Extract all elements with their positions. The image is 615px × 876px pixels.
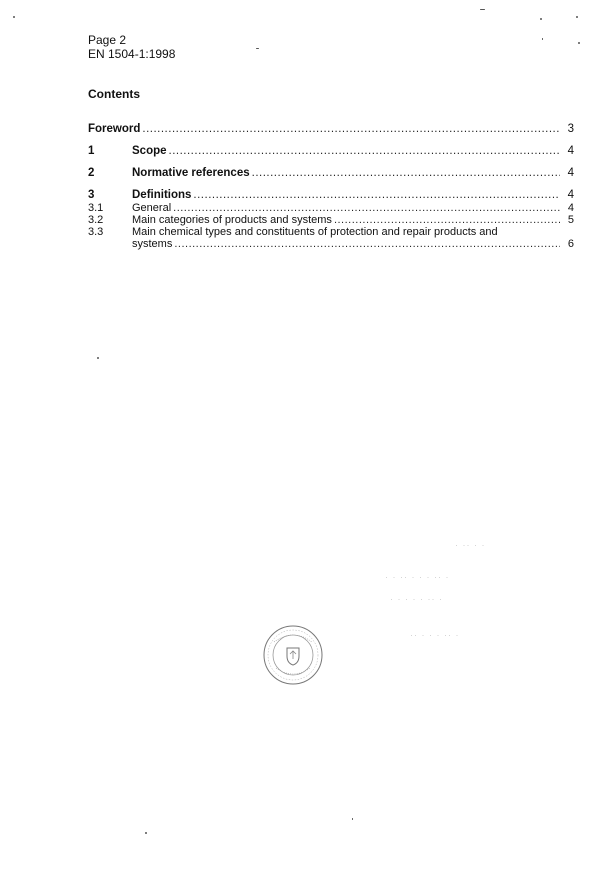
scan-speck: [576, 16, 578, 18]
toc-entry-general[interactable]: [88, 202, 574, 214]
faint-bleedthrough: · · ·· · · · ·· ·: [385, 572, 450, 582]
toc-number: 3: [88, 189, 95, 201]
table-of-contents: [88, 122, 574, 250]
toc-label: Normative references: [132, 167, 250, 179]
toc-label: Scope: [132, 145, 167, 157]
dot-leader: [142, 122, 560, 136]
scan-speck: [256, 48, 259, 49]
faint-bleedthrough: · ·· · ·: [455, 540, 486, 550]
dot-leader: [193, 188, 560, 202]
official-stamp-icon: [262, 624, 324, 686]
toc-number: 3.1: [88, 202, 104, 214]
toc-entry-main-categories[interactable]: [88, 214, 574, 226]
page-number: Page 2: [88, 33, 127, 47]
toc-page: 4: [567, 145, 574, 157]
toc-label: Main categories of products and systems: [132, 214, 332, 226]
toc-page: 4: [567, 189, 574, 201]
standard-id: EN 1504-1:1998: [88, 47, 176, 61]
scan-speck: [145, 832, 147, 834]
toc-number: 3.2: [88, 214, 104, 226]
toc-number: 2: [88, 167, 95, 179]
dot-leader: [169, 144, 560, 158]
toc-page: 5: [567, 214, 574, 226]
toc-number: 1: [88, 145, 95, 157]
toc-entry-chemical-types-cont[interactable]: [88, 238, 574, 250]
toc-page: 3: [567, 123, 574, 135]
contents-heading: Contents: [88, 87, 140, 101]
page-header: [88, 33, 175, 61]
scan-speck: [480, 9, 485, 10]
toc-entry-definitions[interactable]: [88, 188, 574, 202]
dot-leader: [174, 238, 560, 250]
scan-speck: [578, 42, 580, 44]
toc-label: Foreword: [88, 123, 141, 135]
toc-number: 3.3: [88, 226, 104, 238]
toc-entry-scope[interactable]: [88, 144, 574, 158]
toc-page: 6: [567, 238, 574, 250]
toc-entry-foreword[interactable]: [88, 122, 574, 136]
toc-label: systems: [132, 238, 173, 250]
scan-speck: [352, 818, 353, 820]
scan-speck: [542, 38, 543, 40]
scan-speck: [13, 16, 15, 18]
scan-speck: [540, 18, 542, 20]
faint-bleedthrough: ·· · · · ·· ·: [410, 630, 460, 640]
scan-speck: [97, 357, 99, 359]
toc-entry-chemical-types[interactable]: [88, 226, 574, 238]
faint-bleedthrough: · · · · · ·· ·: [390, 594, 443, 604]
toc-entry-normative-references[interactable]: [88, 166, 574, 180]
toc-page: 4: [567, 167, 574, 179]
dot-leader: [334, 214, 560, 226]
dot-leader: [252, 166, 560, 180]
toc-label: Main chemical types and constituents of protection and repair products and: [132, 226, 498, 238]
toc-page: 4: [567, 202, 574, 214]
toc-label: Definitions: [132, 189, 192, 201]
toc-label: General: [132, 202, 172, 214]
dot-leader: [173, 202, 560, 214]
